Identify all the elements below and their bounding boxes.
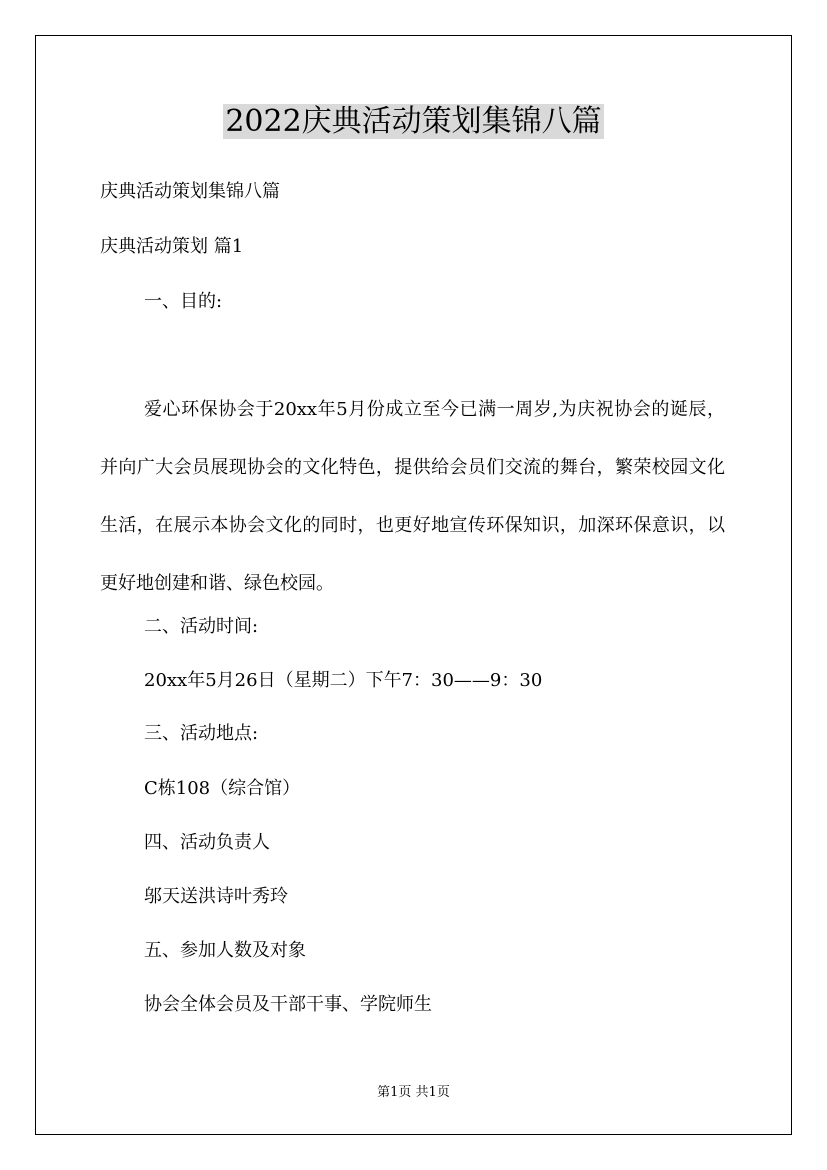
page-footer: 第1页 共1页 [377, 1085, 450, 1100]
item2-body: 20xx年5月26日（星期二）下午7：30——9：30 [144, 670, 543, 691]
document-subtitle: 庆典活动策划集锦八篇 [100, 181, 280, 202]
item3-heading: 三、活动地点: [144, 723, 259, 744]
document-title [0, 102, 827, 142]
document-title-text: 2022庆典活动策划集锦八篇 [225, 104, 602, 139]
item3-body: C栋108（综合馆） [144, 778, 301, 799]
item4-heading: 四、活动负责人 [144, 832, 270, 853]
item2-heading: 二、活动时间: [144, 616, 259, 637]
item4-body: 邬天送洪诗叶秀玲 [144, 886, 288, 907]
item1-heading: 一、目的: [144, 291, 223, 312]
section-heading: 庆典活动策划 篇1 [100, 236, 244, 257]
item1-body: 爱心环保协会于20xx年5月份成立至今已满一周岁,为庆祝协会的诞辰，并向广大会员展现协会的文化特色，提供给会员们交流的舞台，繁荣校园文化生活，在展示本协会文化的同时，也更好地宣传环保知识，加深环保意识，以更好地创建和谐、绿色校园。 [100, 399, 725, 594]
item5-body: 协会全体会员及干部干事、学院师生 [144, 994, 432, 1015]
item5-heading: 五、参加人数及对象 [144, 940, 306, 961]
